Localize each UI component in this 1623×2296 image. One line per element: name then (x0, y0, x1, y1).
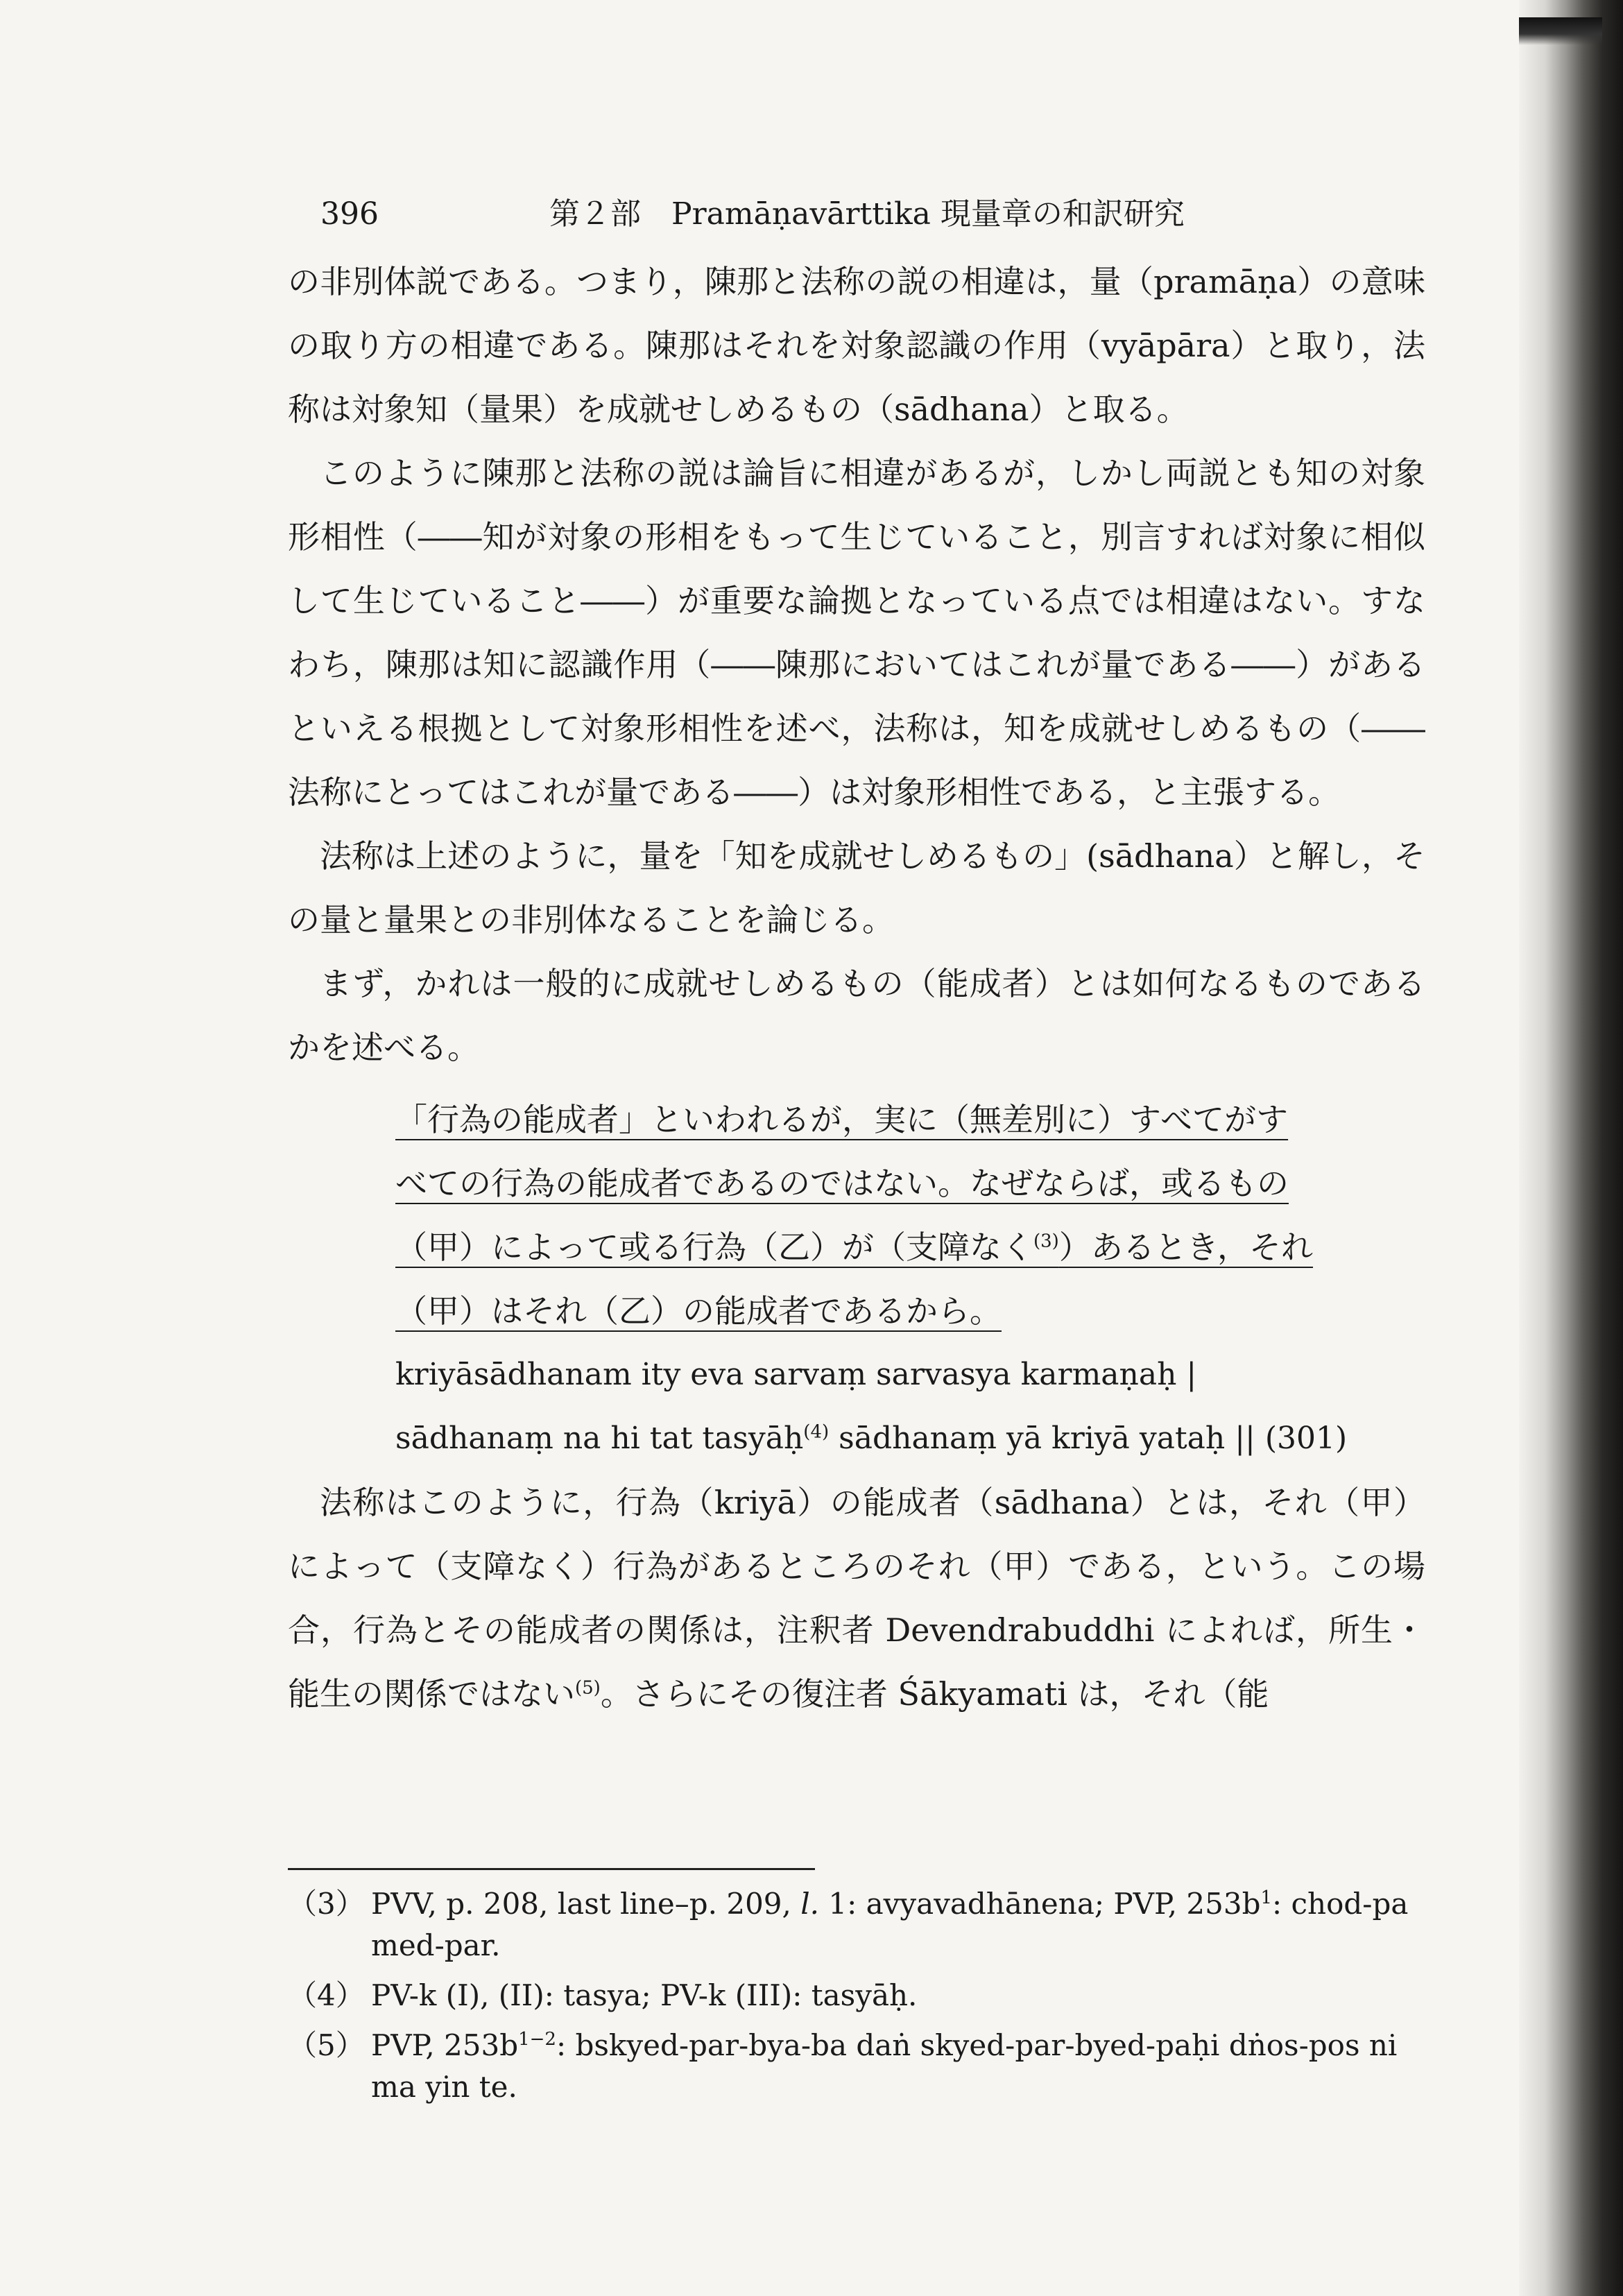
translation-quote (395, 1088, 1366, 1343)
body-text (288, 250, 1425, 1726)
quote-line: べての行為の能成者であるのではない。なぜならば，或るもの (395, 1165, 1289, 1202)
quote-line: （甲）はそれ（乙）の能成者であるから。 (395, 1292, 1002, 1330)
sanskrit-verse-line: kriyāsādhanam ity eva sarvaṃ sarvasya karmaṇaḥ | (395, 1357, 1197, 1392)
paragraph: このように陳那と法称の説は論旨に相違があるが，しかし両説とも知の対象形相性（――知が対象の形相をもって生じていること，別言すれば対象に相似して生じていること――）が重要な論拠となっている点では相違はない。すなわち，陳那は知に認識作用（――陳那においてはこれが量である――）があるといえる根拠として対象形相性を述べ，法称は，知を成就せしめるもの（――法称にとってはこれが量である――）は対象形相性である，と主張する。 (288, 454, 1425, 811)
footnote: （4） PV-k (I), (II): tasya; PV-k (III): tasyāḥ. (288, 1978, 918, 2012)
quote-line: 「行為の能成者」といわれるが，実に（無差別に）すべてがす (395, 1101, 1289, 1138)
quote-line: （甲）によって或る行為（乙）が（支障なく$^{(3)}$）あるとき，それ (395, 1228, 1314, 1266)
book-binding-shadow (1519, 0, 1623, 2296)
footnote-divider (288, 1868, 815, 1870)
running-head (320, 189, 1185, 233)
paragraph: 法称は上述のように，量を「知を成就せしめるもの」(sādhana）と解し，その量と量果との非別体なることを論じる。 (288, 837, 1425, 939)
paragraph: の非別体説である。つまり，陳那と法称の説の相違は，量（pramāṇa）の意味の取り方の相違である。陳那はそれを対象認識の作用（vyāpāra）と取り，法称は対象知（量果）を成就せしめるもの（sādhana）と取る。 (288, 263, 1425, 428)
paragraph: まず，かれは一般的に成就せしめるもの（能成者）とは如何なるものであるかを述べる。 (288, 965, 1425, 1066)
footnotes (288, 1883, 1425, 2116)
running-title: 第２部 Pramāṇavārttika 現量章の和訳研究 (549, 196, 1185, 232)
footnote: （5） PVP, $253b^{1-2}$: bskyed-par-bya-ba daṅ skyed-par-byed-paḥi dṅos-pos ni ma yin te. (288, 2028, 1398, 2104)
page-number: 396 (320, 196, 379, 232)
footnote: （3） PVV, p. 208, last line–p. 209, l. 1: avyavadhānena; PVP, $253b^1$: chod-pa med-par. (288, 1887, 1409, 1962)
paragraph: 法称はこのように，行為（kriyā）の能成者（sādhana）とは，それ（甲）によって（支障なく）行為があるところのそれ（甲）である，という。この場合，行為とその能成者の関係は，注釈者 Devendrabuddhi によれば，所生・能生の関係ではない$^{(5)}$。さらにその復注者 Śākyamati は，それ（能 (288, 1484, 1425, 1713)
footnote-ref: (5) (575, 1677, 601, 1699)
footnote-ref: (4) (803, 1421, 830, 1443)
sanskrit-verse-line: sādhanaṃ na hi tat tasyāḥ$^{(4)}$ sādhanaṃ yā kriyā yataḥ || (301) (395, 1421, 1348, 1456)
binding-top-shadow (1519, 17, 1602, 45)
footnote-ref: (3) (1033, 1231, 1059, 1252)
